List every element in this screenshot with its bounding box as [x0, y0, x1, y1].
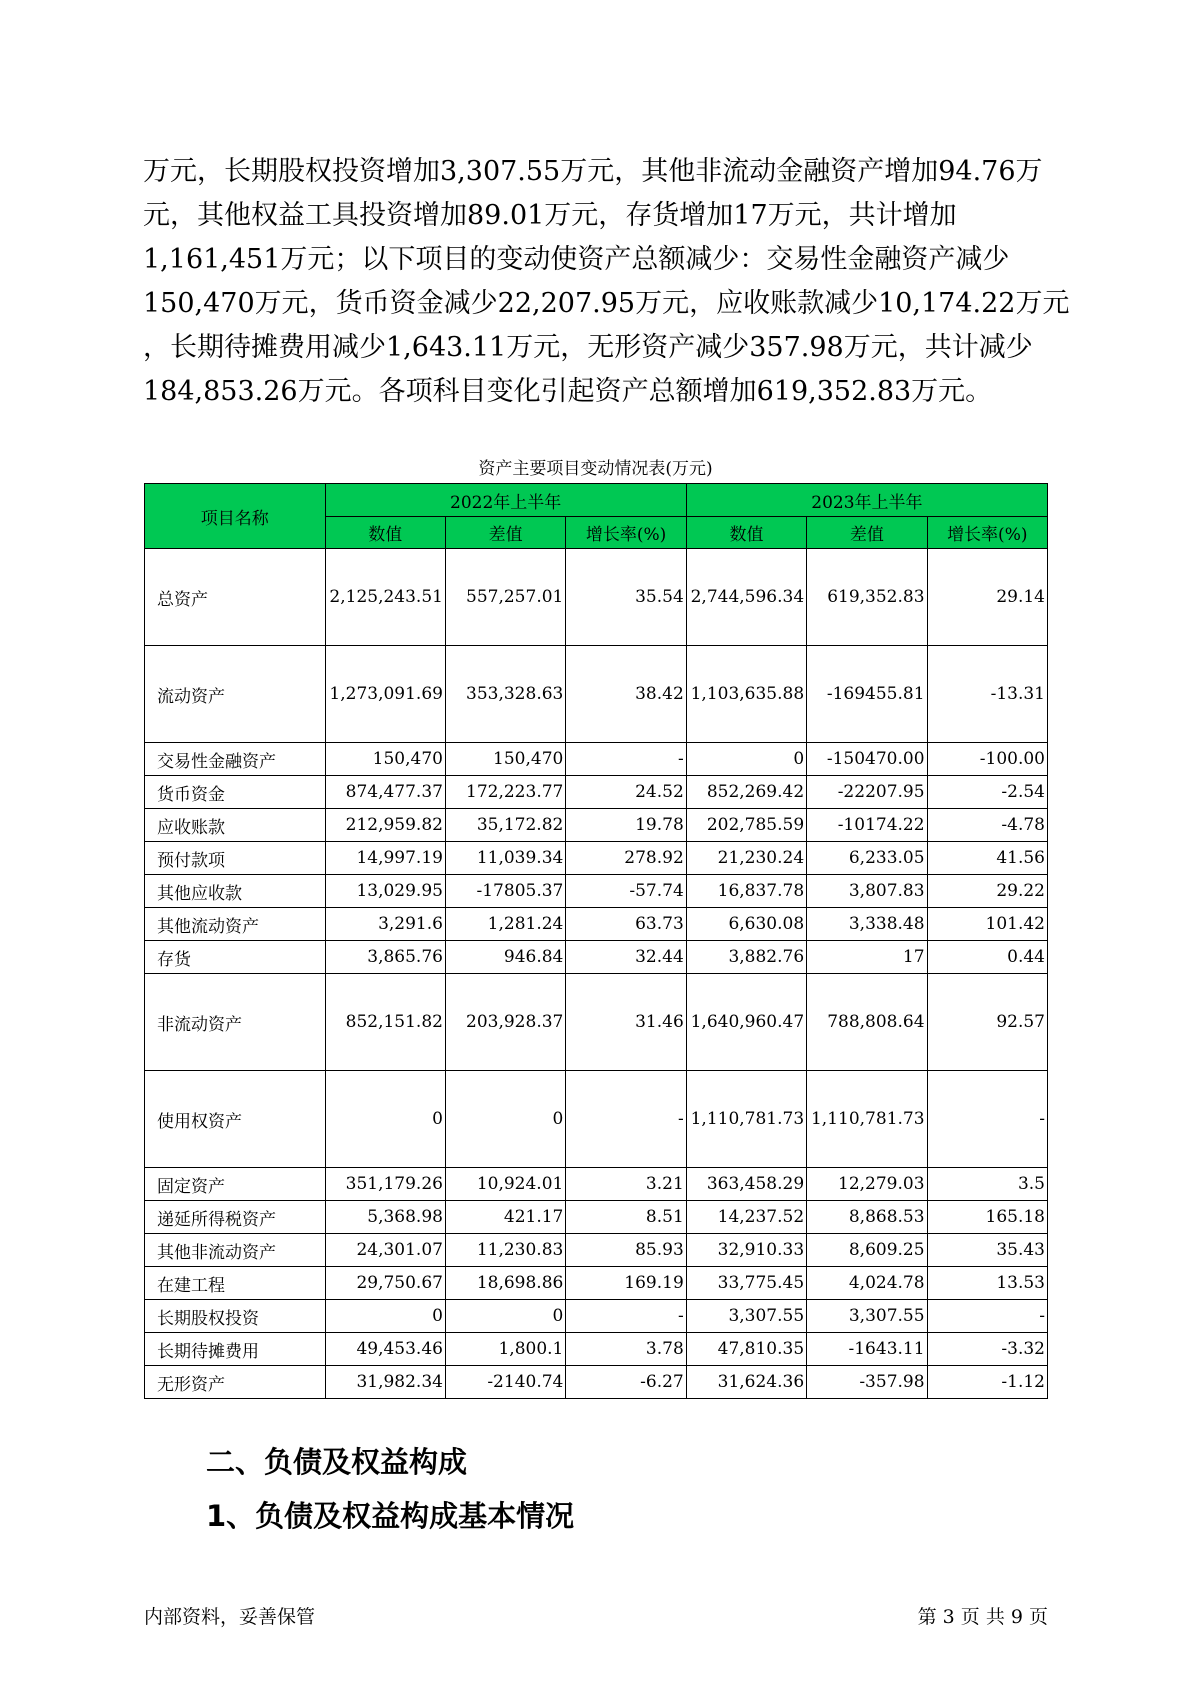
- value-2022-cell: 874,477.37: [325, 776, 445, 809]
- value-2022-cell: 3,291.6: [325, 908, 445, 941]
- period-2022-header: 2022年上半年: [325, 484, 686, 517]
- diff-2023-cell: 12,279.03: [807, 1168, 927, 1201]
- table-row: [145, 1234, 1048, 1267]
- value-2023-cell: 3,307.55: [686, 1300, 806, 1333]
- table-header-row: [145, 484, 1048, 517]
- diff-2023-cell: 8,868.53: [807, 1201, 927, 1234]
- diff-2023-cell: 8,609.25: [807, 1234, 927, 1267]
- diff-2022-cell: 557,257.01: [445, 549, 565, 646]
- table-row: [145, 875, 1048, 908]
- value-2023-cell: 32,910.33: [686, 1234, 806, 1267]
- growth-2023-cell: -: [927, 1071, 1047, 1168]
- value-2023-cell: 31,624.36: [686, 1366, 806, 1399]
- value-2023-cell: 0: [686, 743, 806, 776]
- diff-2022-cell: 0: [445, 1300, 565, 1333]
- table-row: [145, 908, 1048, 941]
- value-2023-cell: 2,744,596.34: [686, 549, 806, 646]
- diff-2023-cell: 4,024.78: [807, 1267, 927, 1300]
- value-2023-cell: 16,837.78: [686, 875, 806, 908]
- value-2022-cell: 351,179.26: [325, 1168, 445, 1201]
- item-name-cell: 其他流动资产: [145, 908, 326, 941]
- paragraph-line: 184,853.26万元。各项科目变化引起资产总额增加619,352.83万元。: [143, 376, 993, 407]
- diff-2022-cell: 353,328.63: [445, 646, 565, 743]
- table-row: [145, 842, 1048, 875]
- growth-header-2022: 增长率(%): [566, 517, 686, 549]
- value-2022-cell: 31,982.34: [325, 1366, 445, 1399]
- value-header-2022: 数值: [325, 517, 445, 549]
- table-row: [145, 776, 1048, 809]
- growth-2022-cell: 63.73: [566, 908, 686, 941]
- diff-2023-cell: -10174.22: [807, 809, 927, 842]
- diff-2022-cell: 18,698.86: [445, 1267, 565, 1300]
- item-name-cell: 在建工程: [145, 1267, 326, 1300]
- value-2022-cell: 24,301.07: [325, 1234, 445, 1267]
- item-name-cell: 总资产: [145, 549, 326, 646]
- diff-2023-cell: 3,307.55: [807, 1300, 927, 1333]
- item-name-header: 项目名称: [145, 484, 326, 549]
- value-2023-cell: 33,775.45: [686, 1267, 806, 1300]
- item-name-cell: 长期待摊费用: [145, 1333, 326, 1366]
- item-name-cell: 应收账款: [145, 809, 326, 842]
- diff-2022-cell: 421.17: [445, 1201, 565, 1234]
- value-2022-cell: 5,368.98: [325, 1201, 445, 1234]
- value-2023-cell: 1,110,781.73: [686, 1071, 806, 1168]
- table-row: [145, 1300, 1048, 1333]
- value-2023-cell: 47,810.35: [686, 1333, 806, 1366]
- paragraph-line: 元，其他权益工具投资增加89.01万元，存货增加17万元，共计增加: [143, 200, 957, 231]
- growth-2023-cell: 3.5: [927, 1168, 1047, 1201]
- diff-2023-cell: -22207.95: [807, 776, 927, 809]
- diff-2023-cell: 619,352.83: [807, 549, 927, 646]
- diff-2023-cell: 3,807.83: [807, 875, 927, 908]
- table-row: [145, 974, 1048, 1071]
- growth-2022-cell: 85.93: [566, 1234, 686, 1267]
- body-paragraph: [143, 150, 1073, 414]
- period-2023-header: 2023年上半年: [686, 484, 1047, 517]
- growth-2023-cell: 13.53: [927, 1267, 1047, 1300]
- growth-2023-cell: -4.78: [927, 809, 1047, 842]
- item-name-cell: 长期股权投资: [145, 1300, 326, 1333]
- item-name-cell: 货币资金: [145, 776, 326, 809]
- growth-2023-cell: -2.54: [927, 776, 1047, 809]
- growth-2022-cell: -: [566, 743, 686, 776]
- diff-header-2022: 差值: [445, 517, 565, 549]
- growth-2023-cell: 29.22: [927, 875, 1047, 908]
- diff-header-2023: 差值: [807, 517, 927, 549]
- growth-2023-cell: 0.44: [927, 941, 1047, 974]
- table-row: [145, 941, 1048, 974]
- value-2023-cell: 14,237.52: [686, 1201, 806, 1234]
- diff-2022-cell: 946.84: [445, 941, 565, 974]
- growth-2022-cell: 35.54: [566, 549, 686, 646]
- diff-2022-cell: 203,928.37: [445, 974, 565, 1071]
- footer-note: 内部资料，妥善保管: [144, 1606, 316, 1628]
- diff-2023-cell: -150470.00: [807, 743, 927, 776]
- table-row: [145, 809, 1048, 842]
- item-name-cell: 非流动资产: [145, 974, 326, 1071]
- value-2022-cell: 14,997.19: [325, 842, 445, 875]
- page-number: 第 3 页 共 9 页: [917, 1606, 1048, 1628]
- diff-2023-cell: 788,808.64: [807, 974, 927, 1071]
- item-name-cell: 递延所得税资产: [145, 1201, 326, 1234]
- diff-2023-cell: 1,110,781.73: [807, 1071, 927, 1168]
- growth-2022-cell: 32.44: [566, 941, 686, 974]
- growth-2023-cell: 101.42: [927, 908, 1047, 941]
- item-name-cell: 交易性金融资产: [145, 743, 326, 776]
- table-row: [145, 1071, 1048, 1168]
- paragraph-line: 万元，长期股权投资增加3,307.55万元，其他非流动金融资产增加94.76万: [143, 156, 1043, 187]
- diff-2022-cell: 10,924.01: [445, 1168, 565, 1201]
- value-2022-cell: 3,865.76: [325, 941, 445, 974]
- value-2023-cell: 6,630.08: [686, 908, 806, 941]
- table-row: [145, 1201, 1048, 1234]
- value-2023-cell: 3,882.76: [686, 941, 806, 974]
- table-row: [145, 1366, 1048, 1399]
- growth-2023-cell: 92.57: [927, 974, 1047, 1071]
- table-row: [145, 1333, 1048, 1366]
- growth-2023-cell: 165.18: [927, 1201, 1047, 1234]
- diff-2022-cell: 0: [445, 1071, 565, 1168]
- value-2022-cell: 212,959.82: [325, 809, 445, 842]
- table-row: [145, 549, 1048, 646]
- growth-2022-cell: 19.78: [566, 809, 686, 842]
- diff-2022-cell: 1,800.1: [445, 1333, 565, 1366]
- value-2022-cell: 852,151.82: [325, 974, 445, 1071]
- diff-2023-cell: -1643.11: [807, 1333, 927, 1366]
- value-2023-cell: 852,269.42: [686, 776, 806, 809]
- value-2023-cell: 363,458.29: [686, 1168, 806, 1201]
- value-2022-cell: 0: [325, 1071, 445, 1168]
- value-2023-cell: 1,103,635.88: [686, 646, 806, 743]
- item-name-cell: 其他非流动资产: [145, 1234, 326, 1267]
- growth-2022-cell: 31.46: [566, 974, 686, 1071]
- value-2022-cell: 150,470: [325, 743, 445, 776]
- value-2022-cell: 13,029.95: [325, 875, 445, 908]
- diff-2022-cell: 11,039.34: [445, 842, 565, 875]
- growth-2022-cell: -6.27: [566, 1366, 686, 1399]
- paragraph-line: 150,470万元，货币资金减少22,207.95万元，应收账款减少10,174.22万元: [143, 288, 1070, 319]
- diff-2022-cell: 1,281.24: [445, 908, 565, 941]
- growth-2023-cell: -: [927, 1300, 1047, 1333]
- item-name-cell: 固定资产: [145, 1168, 326, 1201]
- value-2022-cell: 1,273,091.69: [325, 646, 445, 743]
- growth-2022-cell: -: [566, 1300, 686, 1333]
- value-2022-cell: 29,750.67: [325, 1267, 445, 1300]
- value-2023-cell: 202,785.59: [686, 809, 806, 842]
- growth-2022-cell: -: [566, 1071, 686, 1168]
- item-name-cell: 使用权资产: [145, 1071, 326, 1168]
- diff-2023-cell: -169455.81: [807, 646, 927, 743]
- diff-2022-cell: -2140.74: [445, 1366, 565, 1399]
- growth-2022-cell: -57.74: [566, 875, 686, 908]
- growth-2022-cell: 24.52: [566, 776, 686, 809]
- growth-2022-cell: 8.51: [566, 1201, 686, 1234]
- diff-2022-cell: 150,470: [445, 743, 565, 776]
- growth-2023-cell: -1.12: [927, 1366, 1047, 1399]
- value-2022-cell: 0: [325, 1300, 445, 1333]
- subsection-heading: 1、负债及权益构成基本情况: [206, 1499, 575, 1533]
- table-row: [145, 1267, 1048, 1300]
- growth-2022-cell: 278.92: [566, 842, 686, 875]
- table-caption: 资产主要项目变动情况表(万元): [478, 459, 713, 479]
- growth-header-2023: 增长率(%): [927, 517, 1047, 549]
- diff-2022-cell: 172,223.77: [445, 776, 565, 809]
- growth-2022-cell: 3.21: [566, 1168, 686, 1201]
- diff-2023-cell: -357.98: [807, 1366, 927, 1399]
- growth-2022-cell: 169.19: [566, 1267, 686, 1300]
- growth-2022-cell: 38.42: [566, 646, 686, 743]
- growth-2023-cell: 41.56: [927, 842, 1047, 875]
- asset-change-table: [144, 483, 1048, 1399]
- table-row: [145, 743, 1048, 776]
- value-2023-cell: 1,640,960.47: [686, 974, 806, 1071]
- growth-2023-cell: -13.31: [927, 646, 1047, 743]
- growth-2023-cell: 29.14: [927, 549, 1047, 646]
- diff-2022-cell: -17805.37: [445, 875, 565, 908]
- diff-2023-cell: 6,233.05: [807, 842, 927, 875]
- value-2022-cell: 2,125,243.51: [325, 549, 445, 646]
- item-name-cell: 流动资产: [145, 646, 326, 743]
- item-name-cell: 其他应收款: [145, 875, 326, 908]
- growth-2022-cell: 3.78: [566, 1333, 686, 1366]
- diff-2023-cell: 17: [807, 941, 927, 974]
- growth-2023-cell: -100.00: [927, 743, 1047, 776]
- paragraph-line: 1,161,451万元；以下项目的变动使资产总额减少：交易性金融资产减少: [143, 244, 1010, 275]
- diff-2022-cell: 35,172.82: [445, 809, 565, 842]
- value-header-2023: 数值: [686, 517, 806, 549]
- table-row: [145, 646, 1048, 743]
- table-row: [145, 1168, 1048, 1201]
- growth-2023-cell: 35.43: [927, 1234, 1047, 1267]
- paragraph-line: ，长期待摊费用减少1,643.11万元，无形资产减少357.98万元，共计减少: [143, 332, 1033, 363]
- section-heading: 二、负债及权益构成: [206, 1445, 468, 1479]
- value-2022-cell: 49,453.46: [325, 1333, 445, 1366]
- item-name-cell: 无形资产: [145, 1366, 326, 1399]
- item-name-cell: 存货: [145, 941, 326, 974]
- growth-2023-cell: -3.32: [927, 1333, 1047, 1366]
- diff-2022-cell: 11,230.83: [445, 1234, 565, 1267]
- diff-2023-cell: 3,338.48: [807, 908, 927, 941]
- value-2023-cell: 21,230.24: [686, 842, 806, 875]
- item-name-cell: 预付款项: [145, 842, 326, 875]
